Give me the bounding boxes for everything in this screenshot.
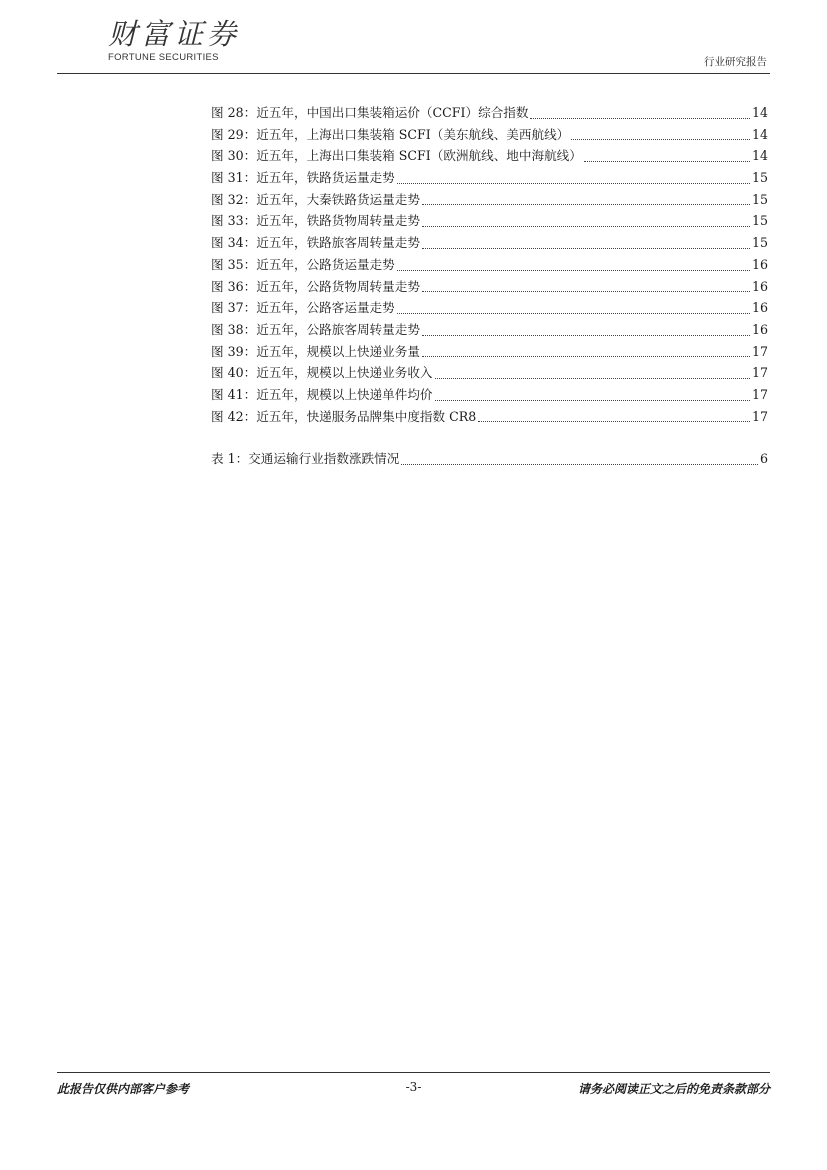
toc-figure-entry[interactable] — [211, 406, 768, 428]
logo-english-name: FORTUNE SECURITIES — [108, 52, 219, 63]
toc-entry-page-number: 14 — [751, 126, 768, 142]
toc-entry-label: 图 39：近五年，规模以上快递业务量 — [211, 343, 420, 359]
toc-table-entry[interactable] — [211, 448, 768, 470]
dot-leader — [422, 355, 750, 357]
toc-figure-entry[interactable] — [211, 362, 768, 384]
dot-leader — [397, 269, 750, 271]
toc-entry-page-number: 15 — [751, 191, 768, 207]
toc-figure-entry[interactable] — [211, 189, 768, 211]
footer-disclaimer-left: 此报告仅供内部客户参考 — [57, 1082, 190, 1096]
toc-entry-label: 图 32：近五年，大秦铁路货运量走势 — [211, 191, 420, 207]
toc-entry-label: 表 1：交通运输行业指数涨跌情况 — [211, 451, 400, 466]
toc-entry-label: 图 30：近五年，上海出口集装箱 SCFI（欧洲航线、地中海航线） — [211, 148, 582, 164]
toc-entry-label: 图 35：近五年，公路货运量走势 — [211, 256, 395, 272]
toc-entry-page-number: 17 — [751, 408, 768, 424]
toc-figure-entry[interactable] — [211, 102, 768, 124]
dot-leader — [478, 420, 750, 422]
toc-figure-entry[interactable] — [211, 210, 768, 232]
dot-leader — [422, 203, 750, 205]
logo-chinese-name: 财富证券 — [108, 17, 241, 51]
toc-entry-page-number: 14 — [751, 148, 768, 164]
toc-entry-page-number: 15 — [751, 235, 768, 251]
dot-leader — [584, 160, 750, 162]
toc-entry-page-number: 17 — [751, 365, 768, 381]
toc-entry-label: 图 42：近五年，快递服务品牌集中度指数 CR8 — [211, 408, 477, 424]
dot-leader — [397, 312, 750, 314]
toc-entry-label: 图 40：近五年，规模以上快递业务收入 — [211, 365, 433, 381]
page-number: -3- — [405, 1080, 422, 1094]
toc-entry-page-number: 15 — [751, 213, 768, 229]
toc-entry-label: 图 37：近五年，公路客运量走势 — [211, 300, 395, 316]
toc-entry-page-number: 17 — [751, 386, 768, 402]
dot-leader — [571, 138, 750, 140]
toc-entry-label: 图 31：近五年，铁路货运量走势 — [211, 170, 395, 186]
toc-entry-page-number: 16 — [751, 300, 768, 316]
toc-figure-entry[interactable] — [211, 232, 768, 254]
toc-entry-page-number: 15 — [751, 170, 768, 186]
dot-leader — [422, 334, 750, 336]
dot-leader — [397, 182, 750, 184]
page-footer — [57, 1080, 770, 1100]
toc-entry-page-number: 6 — [759, 451, 768, 466]
toc-entry-label: 图 29：近五年，上海出口集装箱 SCFI（美东航线、美西航线） — [211, 126, 570, 142]
toc-entry-page-number: 16 — [751, 256, 768, 272]
toc-entry-page-number: 14 — [751, 105, 768, 120]
dot-leader — [435, 377, 750, 379]
dot-leader — [401, 463, 758, 465]
company-logo — [108, 18, 240, 63]
toc-figure-entry[interactable] — [211, 145, 768, 167]
figure-index-list — [211, 102, 768, 427]
toc-entry-label: 图 33：近五年，铁路货物周转量走势 — [211, 213, 420, 229]
dot-leader — [422, 225, 750, 227]
report-type-label: 行业研究报告 — [704, 56, 767, 68]
toc-figure-entry[interactable] — [211, 384, 768, 406]
toc-entry-label: 图 38：近五年，公路旅客周转量走势 — [211, 321, 420, 337]
dot-leader — [530, 117, 749, 119]
dot-leader — [422, 290, 750, 292]
toc-figure-entry[interactable] — [211, 124, 768, 146]
toc-entry-label: 图 34：近五年，铁路旅客周转量走势 — [211, 235, 420, 251]
footer-divider — [57, 1072, 770, 1073]
table-index-list — [211, 448, 768, 470]
toc-entry-label: 图 41：近五年，规模以上快递单件均价 — [211, 386, 433, 402]
footer-disclaimer-right: 请务必阅读正文之后的免责条款部分 — [577, 1082, 770, 1096]
toc-figure-entry[interactable] — [211, 341, 768, 363]
toc-entry-page-number: 17 — [751, 343, 768, 359]
toc-entry-page-number: 16 — [751, 321, 768, 337]
header-divider — [57, 73, 770, 74]
toc-entry-label: 图 28：近五年，中国出口集装箱运价（CCFI）综合指数 — [211, 105, 529, 120]
dot-leader — [422, 247, 750, 249]
toc-figure-entry[interactable] — [211, 167, 768, 189]
toc-entry-label: 图 36：近五年，公路货物周转量走势 — [211, 278, 420, 294]
toc-figure-entry[interactable] — [211, 297, 768, 319]
toc-figure-entry[interactable] — [211, 254, 768, 276]
toc-figure-entry[interactable] — [211, 319, 768, 341]
toc-figure-entry[interactable] — [211, 276, 768, 298]
toc-entry-page-number: 16 — [751, 278, 768, 294]
dot-leader — [435, 399, 750, 401]
